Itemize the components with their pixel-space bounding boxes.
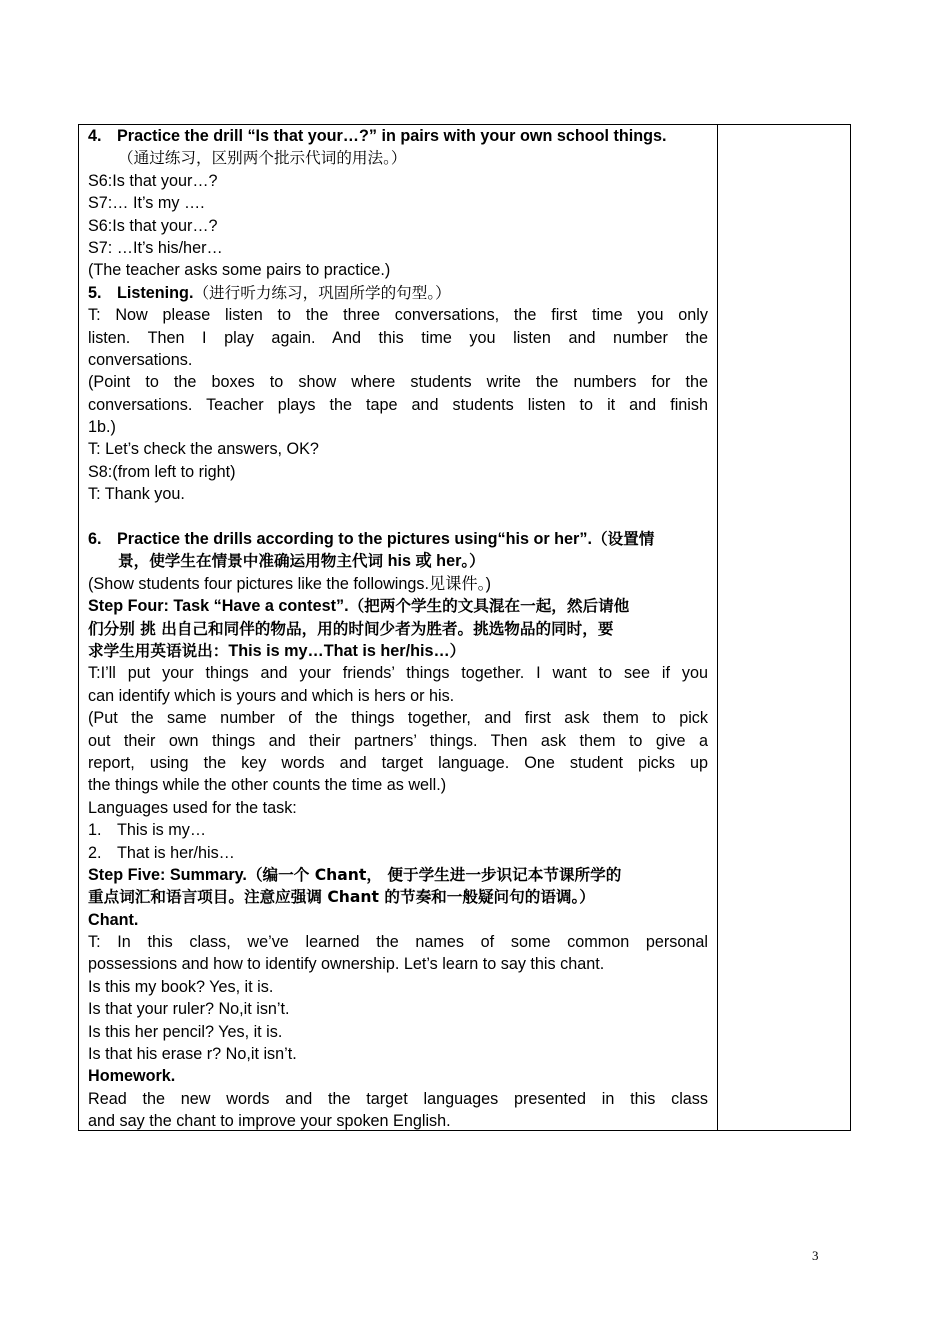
- text-line: Read the new words and the target languages presented in this class: [88, 1089, 708, 1108]
- text-line: and say the chant to improve your spoken English.: [88, 1112, 451, 1131]
- chant-line: Is that your ruler? No,it isn’t.: [88, 1000, 290, 1019]
- step-four-heading: Step Four: Task “Have a contest”.（把两个学生的文具混在一起，然后请他: [88, 597, 630, 616]
- text-line: out their own things and their partners’ things. Then ask them to give a: [88, 731, 708, 750]
- text-line: listen. Then I play again. And this time you listen and number the: [88, 328, 708, 347]
- step-five-note: 重点词汇和语言项目。注意应强调 Chant 的节奏和一般疑问句的语调。）: [88, 888, 595, 907]
- text-line: Languages used for the task:: [88, 798, 297, 817]
- lesson-content-cell: [88, 125, 708, 1133]
- step-5-heading: 5. Listening.（进行听力练习，巩固所学的句型。）: [88, 283, 451, 302]
- step-five-heading: Step Five: Summary.（编一个 Chant， 便于学生进一步识记本节课所学的: [88, 865, 622, 884]
- dialogue-line: S6:Is that your…?: [88, 171, 218, 190]
- instruction-line: (Show students four pictures like the followings.见课件。): [88, 574, 492, 593]
- chant-line: Is this her pencil? Yes, it is.: [88, 1022, 283, 1041]
- lesson-plan-table: [78, 124, 851, 1131]
- chant-heading: Chant.: [88, 910, 139, 929]
- list-item: 2. That is her/his…: [88, 843, 235, 862]
- chant-line: Is this my book? Yes, it is.: [88, 977, 274, 996]
- text-line: the things while the other counts the time as well.): [88, 776, 447, 795]
- text-line: possessions and how to identify ownership. Let’s learn to say this chant.: [88, 955, 605, 974]
- text-line: conversations. Teacher plays the tape and students listen to it and finish: [88, 395, 708, 414]
- instruction-line: (The teacher asks some pairs to practice.): [88, 261, 391, 280]
- step-four-note: 们分别 挑 出自己和同伴的物品，用的时间少者为胜者。挑选物品的同时，要: [88, 619, 614, 638]
- dialogue-line: S6:Is that your…?: [88, 216, 218, 235]
- dialogue-line: T: Let’s check the answers, OK?: [88, 440, 319, 459]
- homework-heading: Homework.: [88, 1067, 176, 1086]
- column-divider: [717, 125, 718, 1130]
- dialogue-line: T: Thank you.: [88, 485, 185, 504]
- text-line: T: In this class, we’ve learned the names of some common personal: [88, 933, 708, 952]
- text-line: 1b.): [88, 418, 116, 437]
- page-number: 3: [812, 1248, 819, 1263]
- text-line: report, using the key words and target language. One student picks up: [88, 753, 708, 772]
- step-6-note: 景，使学生在情景中准确运用物主代词 his 或 her。）: [118, 552, 485, 571]
- dialogue-line: S7:… It’s my ….: [88, 194, 205, 213]
- text-line: (Put the same number of the things together, and first ask them to pick: [88, 709, 708, 728]
- text-line: can identify which is yours and which is hers or his.: [88, 686, 455, 705]
- text-line: T:I’ll put your things and your friends’ things together. I want to see if you: [88, 664, 708, 683]
- step-6-heading: 6. Practice the drills according to the pictures using“his or her”.（设置情: [88, 530, 655, 549]
- text-line: conversations.: [88, 350, 193, 369]
- text-line: T: Now please listen to the three conversations, the first time you only: [88, 306, 708, 325]
- dialogue-line: S7: …It’s his/her…: [88, 238, 223, 257]
- dialogue-line: S8:(from left to right): [88, 462, 236, 481]
- step-4-note: （通过练习，区别两个批示代词的用法。）: [118, 149, 407, 168]
- chant-line: Is that his erase r? No,it isn’t.: [88, 1045, 297, 1064]
- list-item: 1. This is my…: [88, 821, 207, 840]
- step-four-note: 求学生用英语说出：This is my…That is her/his…）: [88, 641, 466, 660]
- blank-line: [88, 506, 708, 528]
- step-4-heading: 4. Practice the drill “Is that your…?” in pairs with your own school things.: [88, 127, 667, 145]
- text-line: (Point to the boxes to show where students write the numbers for the: [88, 373, 708, 392]
